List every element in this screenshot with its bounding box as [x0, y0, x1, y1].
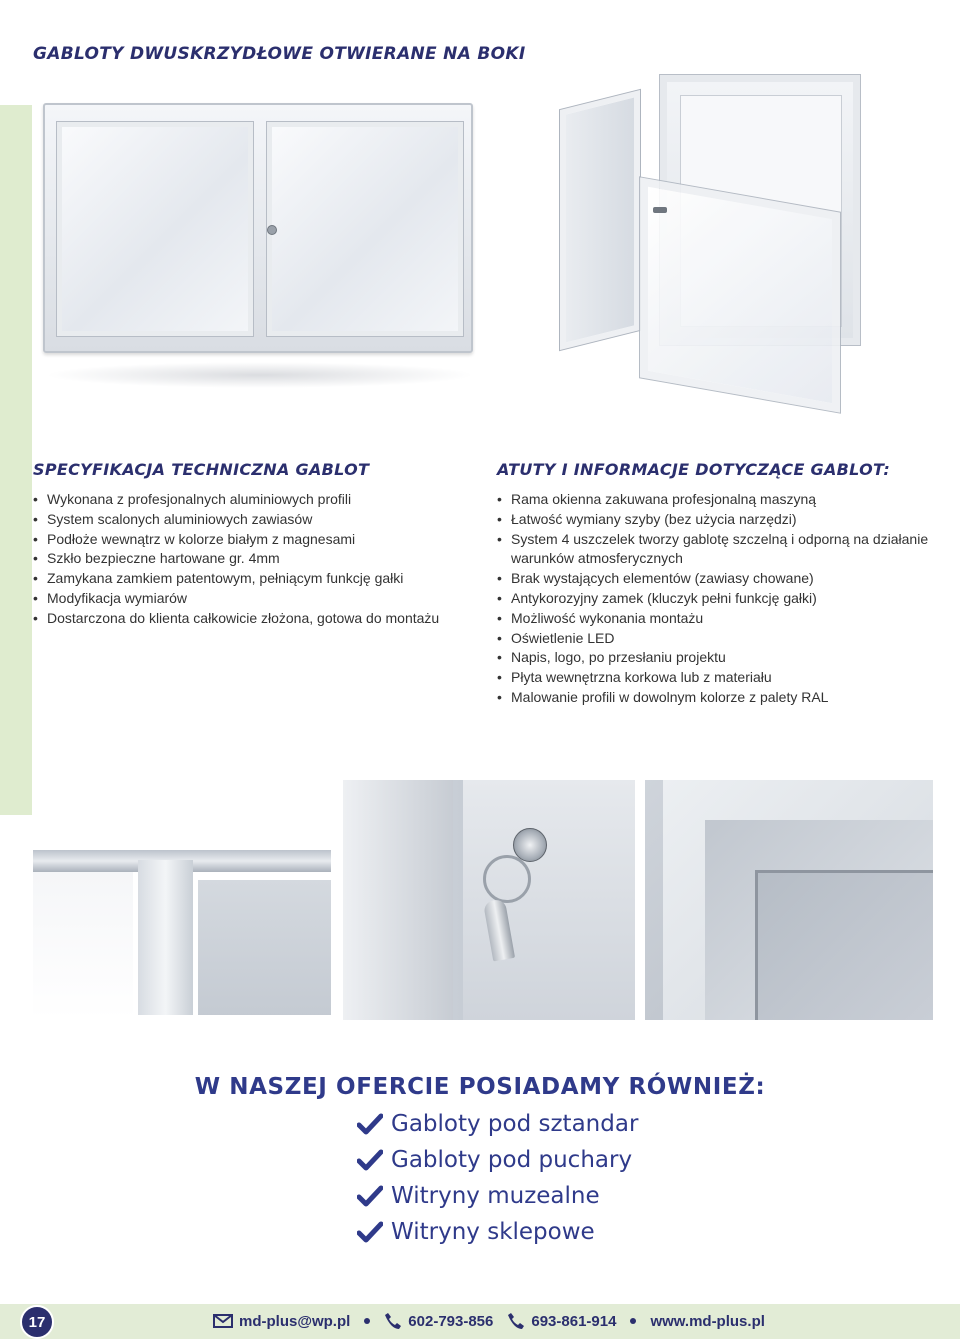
lock-knob: [267, 225, 277, 235]
frame-hinge-profile: [138, 860, 193, 1015]
offer-heading: W NASZEJ OFERCIE POSIADAMY RÓWNIEŻ:: [194, 1074, 766, 1100]
lock-detail-photo: [343, 780, 635, 1020]
phone-icon: [507, 1312, 525, 1330]
offer-item-label: Witryny muzealne: [391, 1183, 600, 1209]
offer-item-label: Gabloty pod sztandar: [391, 1111, 639, 1137]
frame-glass: [33, 872, 133, 1015]
cabinet-frame: [43, 103, 473, 353]
separator-dot: [364, 1318, 370, 1324]
phone-icon: [384, 1312, 402, 1330]
profile-inner: [755, 870, 933, 1020]
phone2-text: 693-861-914: [531, 1312, 617, 1330]
offer-item-label: Witryny sklepowe: [391, 1219, 595, 1245]
cabinet-right-pane: [267, 122, 463, 336]
page-number: 17: [20, 1305, 54, 1339]
spec-item: • Szkło bezpieczne hartowane gr. 4mm: [33, 549, 483, 569]
advantages-list: [497, 490, 937, 708]
spec-heading: SPECYFIKACJA TECHNICZNA GABLOT: [33, 460, 370, 479]
contact-line: [213, 1310, 765, 1332]
advantage-item: • Możliwość wykonania montażu: [497, 609, 937, 629]
advantage-item: • Brak wystających elementów (zawiasy chowane): [497, 569, 937, 589]
check-icon: [357, 1149, 383, 1171]
advantage-item: • Płyta wewnętrzna korkowa lub z materiału: [497, 668, 937, 688]
page-title: GABLOTY DWUSKRZYDŁOWE OTWIERANE NA BOKI: [33, 44, 526, 64]
lock-frame-profile: [343, 780, 453, 1020]
check-icon: [357, 1221, 383, 1243]
advantage-item: • Łatwość wymiany szyby (bez użycia narzędzi): [497, 510, 937, 530]
left-door-open: [560, 90, 640, 350]
advantages-heading: ATUTY I INFORMACJE DOTYCZĄCE GABLOT:: [497, 460, 891, 479]
closed-cabinet-photo: [40, 100, 478, 400]
offer-item: [357, 1214, 638, 1250]
cabinet-shadow: [45, 362, 475, 388]
open-cabinet-photo: [520, 55, 910, 415]
advantage-item: • System 4 uszczelek tworzy gablotę szczelną i odporną na działanie warunków atmosferycznych: [497, 530, 937, 570]
side-accent-bar: [0, 105, 32, 815]
check-icon: [357, 1185, 383, 1207]
key-ring: [483, 855, 531, 903]
profile-detail-photo: [645, 780, 933, 1020]
email-contact[interactable]: [213, 1313, 350, 1330]
offer-item-label: Gabloty pod puchary: [391, 1147, 633, 1173]
spec-item: • Podłoże wewnątrz w kolorze białym z magnesami: [33, 530, 483, 550]
phone1-contact[interactable]: [384, 1312, 493, 1330]
frame-inner-panel: [198, 880, 331, 1015]
offer-item: [357, 1142, 638, 1178]
cabinet-left-pane: [57, 122, 253, 336]
spec-item: • Dostarczona do klienta całkowicie złożona, gotowa do montażu: [33, 609, 483, 629]
mail-icon: [213, 1314, 233, 1328]
website-link[interactable]: www.md-plus.pl: [650, 1312, 765, 1330]
spec-item: • System scalonych aluminiowych zawiasów: [33, 510, 483, 530]
spec-item: • Modyfikacja wymiarów: [33, 589, 483, 609]
spec-item: • Zamykana zamkiem patentowym, pełniącym funkcję gałki: [33, 569, 483, 589]
advantage-item: • Antykorozyjny zamek (kluczyk pełni funkcję gałki): [497, 589, 937, 609]
offer-item: [357, 1178, 638, 1214]
frame-corner-photo: [33, 850, 331, 1015]
advantage-item: • Oświetlenie LED: [497, 629, 937, 649]
right-door-open: [640, 177, 840, 412]
phone1-text: 602-793-856: [408, 1312, 494, 1330]
email-text: md-plus@wp.pl: [239, 1312, 351, 1330]
offer-item: [357, 1106, 638, 1142]
lock-glass: [463, 780, 635, 1020]
separator-dot: [630, 1318, 636, 1324]
advantage-item: • Malowanie profili w dowolnym kolorze z palety RAL: [497, 688, 937, 708]
spec-item: • Wykonana z profesjonalnych aluminiowych profili: [33, 490, 483, 510]
phone2-contact[interactable]: [507, 1312, 616, 1330]
spec-list: [33, 490, 483, 629]
offer-list: [357, 1106, 638, 1250]
advantage-item: • Rama okienna zakuwana profesjonalną maszyną: [497, 490, 937, 510]
door-lock: [653, 207, 667, 213]
check-icon: [357, 1113, 383, 1135]
advantage-item: • Napis, logo, po przesłaniu projektu: [497, 648, 937, 668]
